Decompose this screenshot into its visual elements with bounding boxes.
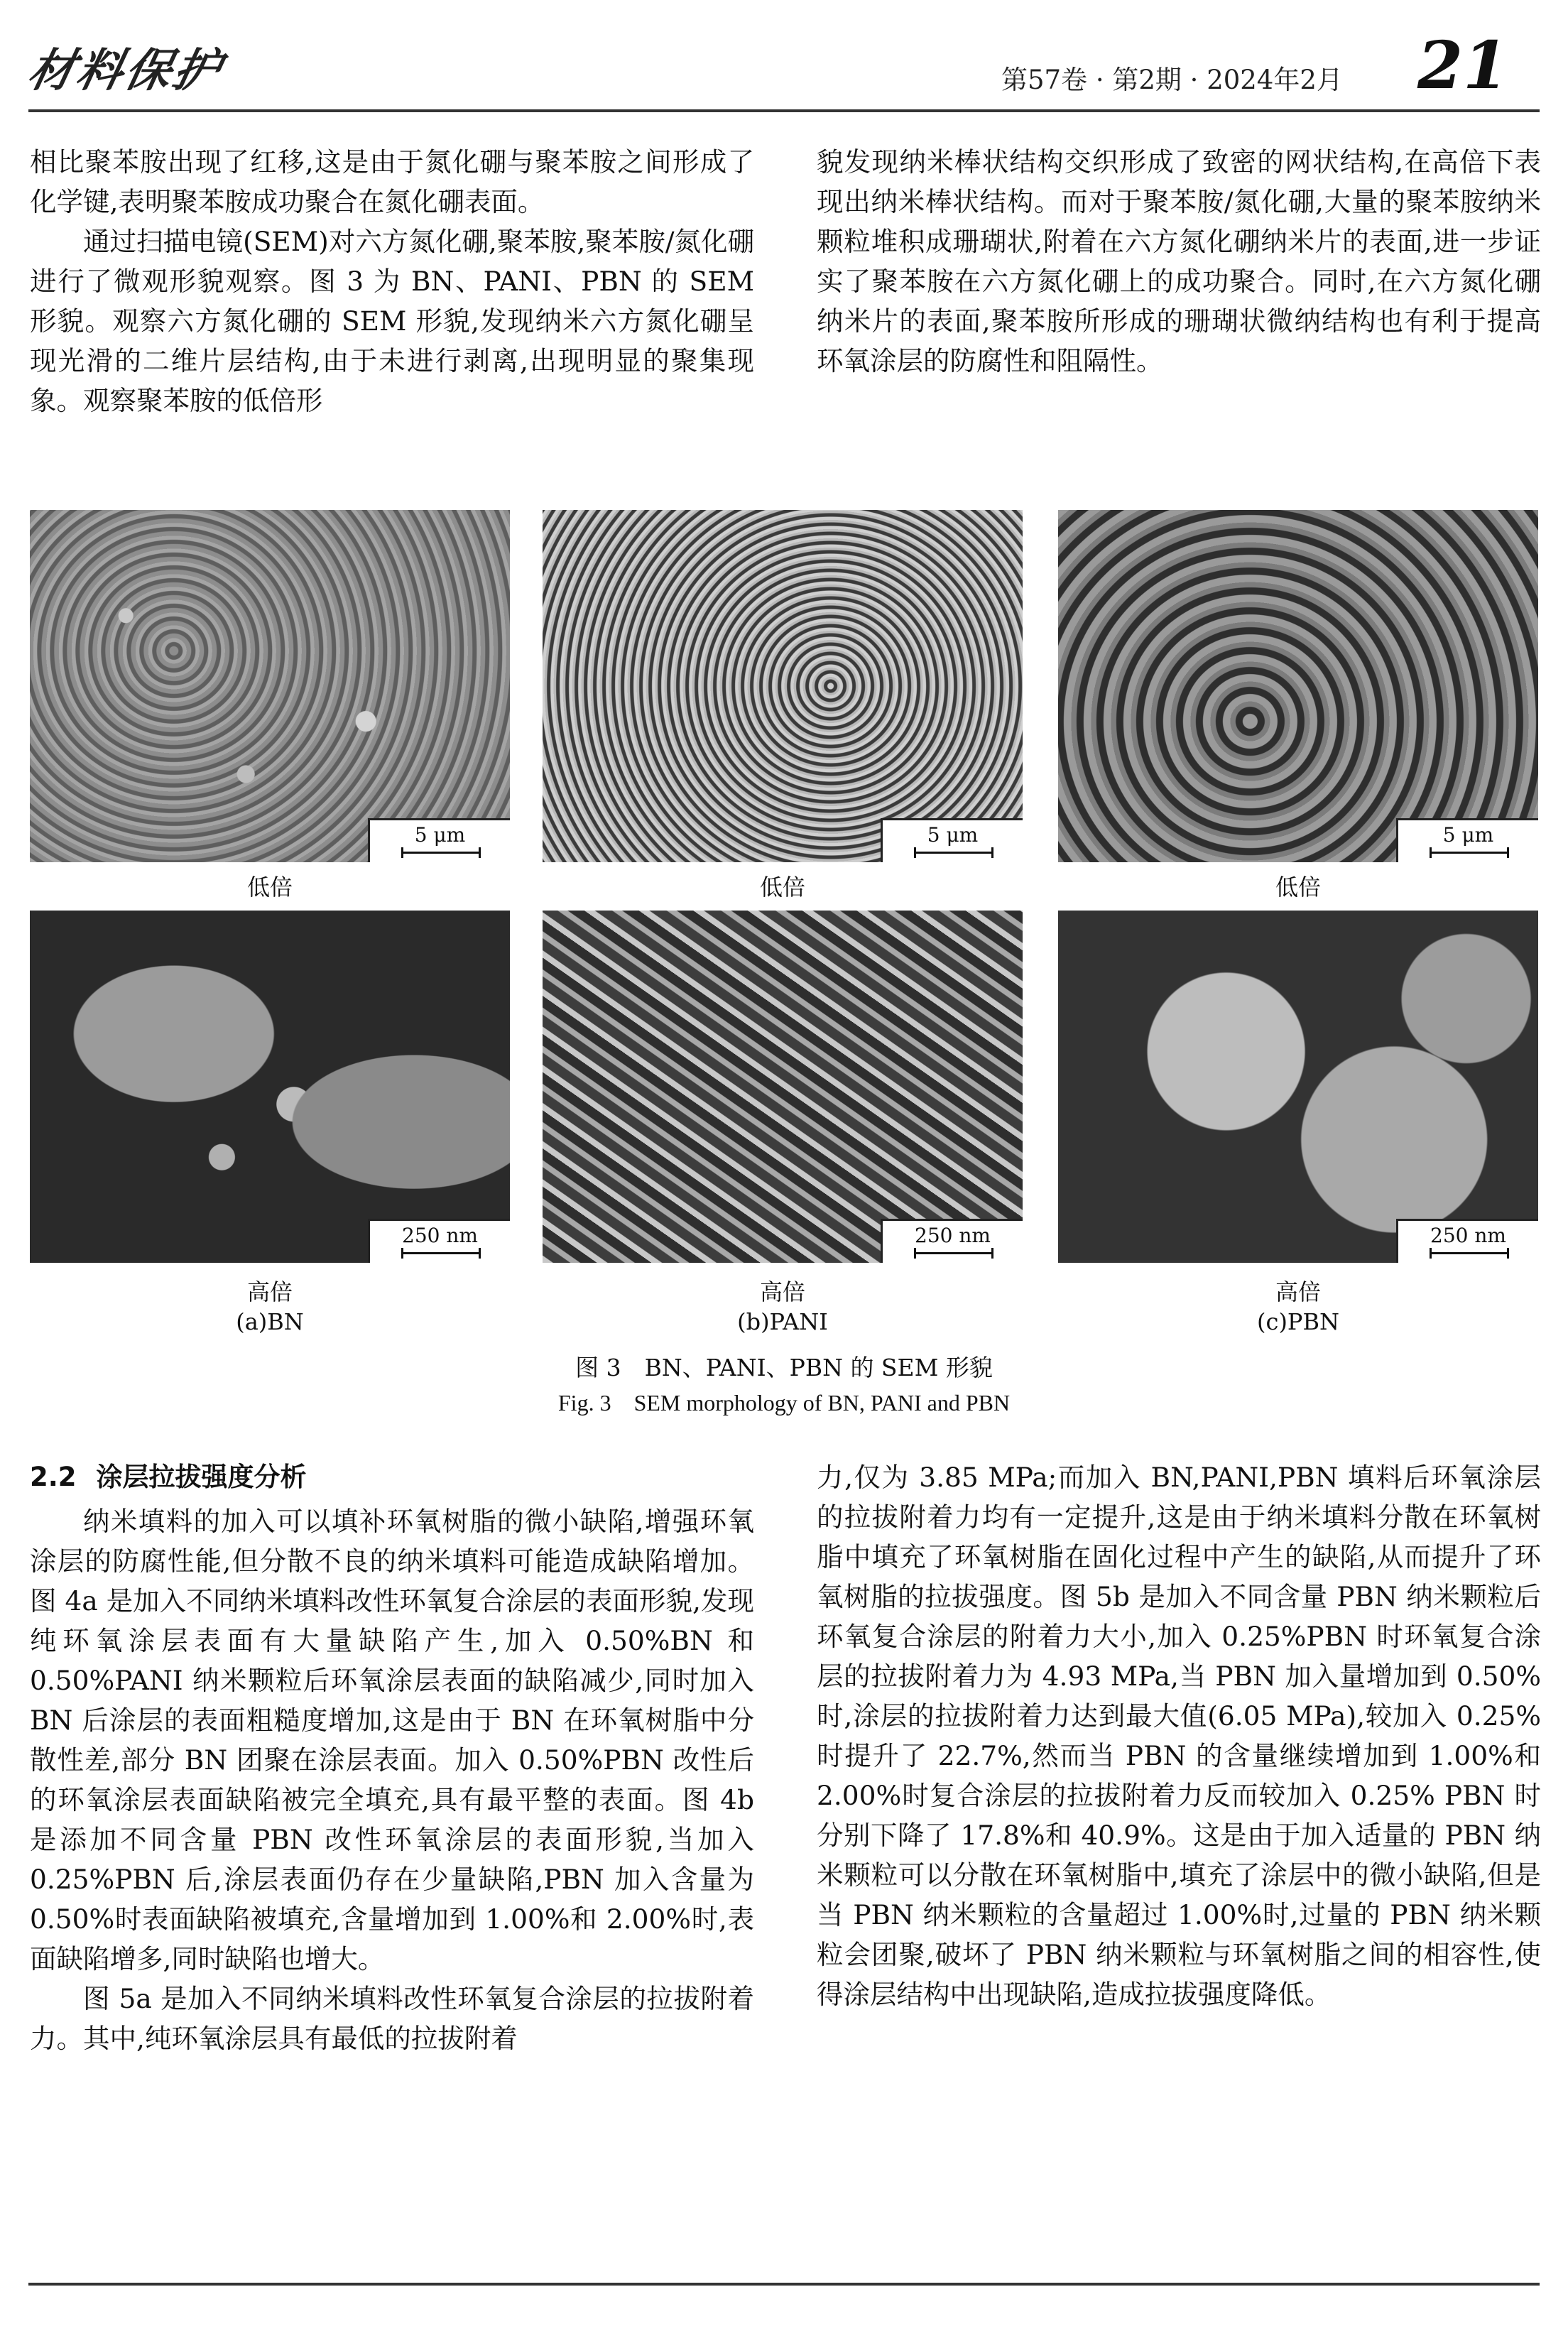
text-column-left-bottom xyxy=(30,1457,754,2058)
scale-line xyxy=(401,852,481,854)
page-number: 21 xyxy=(1417,27,1509,104)
low-mag-label: 低倍 xyxy=(1275,874,1321,901)
paragraph: 纳米填料的加入可以填补环氧树脂的微小缺陷,增强环氧涂层的防腐性能,但分散不良的纳米填料可能造成缺陷增加。图 4a 是加入不同纳米填料改性环氧复合涂层的表面形貌,发现纯环氧涂层表面有大量缺陷产生,加入 0.50%BN 和 0.50%PANI 纳米颗粒后环氧涂层表面的缺陷减少,同时加入 BN 后涂层的表面粗糙度增加,这是由于 BN 在环氧树脂中分散性差,部分 BN 团聚在涂层表面。加入 0.50%PBN 改性后的环氧涂层表面缺陷被完全填充,具有最平整的表面。图 4b 是添加不同含量 PBN 改性环氧涂层的表面形貌,当加入 0.25%PBN 后,涂层表面仍存在少量缺陷,PBN 加入含量为 0.50%时表面缺陷被填充,含量增加到 1.00%和 2.00%时,表面缺陷增多,同时缺陷也增大。 xyxy=(30,1506,754,1974)
scale-line xyxy=(914,852,993,854)
sem-image-bn-low xyxy=(30,510,510,862)
scale-label: 250 nm xyxy=(402,1224,478,1247)
sem-image-pani-low xyxy=(543,510,1023,862)
text-column-left-top xyxy=(30,142,754,420)
sem-image-pbn-low xyxy=(1058,510,1538,862)
scale-bar xyxy=(881,1219,1023,1263)
scale-label: 5 μm xyxy=(414,823,466,847)
high-mag-label: 高倍 xyxy=(759,1278,805,1305)
paragraph: 图 5a 是加入不同纳米填料改性环氧复合涂层的拉拔附着力。其中,纯环氧涂层具有最低的拉拔附着 xyxy=(30,1983,754,2054)
header-rule xyxy=(28,109,1540,112)
scale-line xyxy=(1430,1252,1509,1254)
panel-label-bn: (a)BN xyxy=(236,1308,304,1335)
panel-label-pani: (b)PANI xyxy=(737,1308,828,1335)
paragraph: 相比聚苯胺出现了红移,这是由于氮化硼与聚苯胺之间形成了化学键,表明聚苯胺成功聚合在氮化硼表面。 xyxy=(30,146,754,217)
footer-rule xyxy=(28,2283,1540,2286)
high-mag-label: 高倍 xyxy=(1275,1278,1321,1305)
issue-info: 第57卷 · 第2期 · 2024年2月 xyxy=(1001,65,1343,95)
scale-line xyxy=(914,1252,993,1254)
low-mag-label: 低倍 xyxy=(759,874,805,901)
paragraph: 力,仅为 3.85 MPa;而加入 BN,PANI,PBN 填料后环氧涂层的拉拔附着力均有一定提升,这是由于纳米填料分散在环氧树脂中填充了环氧树脂在固化过程中产生的缺陷,从而提升了环氧树脂的拉拔强度。图 5b 是加入不同含量 PBN 纳米颗粒后环氧复合涂层的附着力大小,加入 0.25%PBN 时环氧复合涂层的拉拔附着力为 4.93 MPa,当 PBN 加入量增加到 0.50%时,涂层的拉拔附着力达到最大值(6.05 MPa),较加入 0.25%时提升了 22.7%,然而当 PBN 的含量继续增加到 1.00%和 2.00%时复合涂层的拉拔附着力反而较加入 0.25% PBN 时分别下降了 17.8%和 40.9%。这是由于加入适量的 PBN 纳米颗粒可以分散在环氧树脂中,填充了涂层中的微小缺陷,但是当 PBN 纳米颗粒的含量超过 1.00%时,过量的 PBN 纳米颗粒会团聚,破坏了 PBN 纳米颗粒与环氧树脂之间的相容性,使得涂层结构中出现缺陷,造成拉拔强度降低。 xyxy=(817,1462,1541,2010)
text-column-right-top xyxy=(817,142,1541,381)
sem-image-pbn-high xyxy=(1058,911,1538,1263)
section-number: 2.2 xyxy=(30,1462,77,1492)
scale-line xyxy=(401,1252,481,1254)
section-heading xyxy=(30,1457,754,1497)
scale-label: 5 μm xyxy=(1442,823,1494,847)
sem-image-pani-high xyxy=(543,911,1023,1263)
paragraph: 貌发现纳米棒状结构交织形成了致密的网状结构,在高倍下表现出纳米棒状结构。而对于聚苯胺/氮化硼,大量的聚苯胺纳米颗粒堆积成珊瑚状,附着在六方氮化硼纳米片的表面,进一步证实了聚苯胺在六方氮化硼上的成功聚合。同时,在六方氮化硼纳米片的表面,聚苯胺所形成的珊瑚状微纳结构也有利于提高环氧涂层的防腐性和阻隔性。 xyxy=(817,146,1541,376)
scale-label: 250 nm xyxy=(915,1224,991,1247)
scale-label: 5 μm xyxy=(927,823,979,847)
figure-caption-zh: 图 3 BN、PANI、PBN 的 SEM 形貌 xyxy=(575,1354,993,1381)
high-mag-label: 高倍 xyxy=(246,1278,293,1305)
scale-bar xyxy=(368,1219,510,1263)
scale-label: 250 nm xyxy=(1430,1224,1506,1247)
journal-logo: 材料保护 xyxy=(23,44,228,97)
sem-image-bn-high xyxy=(30,911,510,1263)
scale-bar xyxy=(881,818,1023,862)
scale-bar xyxy=(1396,1219,1538,1263)
scale-bar xyxy=(368,818,510,862)
paragraph: 通过扫描电镜(SEM)对六方氮化硼,聚苯胺,聚苯胺/氮化硼进行了微观形貌观察。图 3 为 BN、PANI、PBN 的 SEM 形貌。观察六方氮化硼的 SEM 形貌,发现纳米六方氮化硼呈现光滑的二维片层结构,由于未进行剥离,出现明显的聚集现象。观察聚苯胺的低倍形 xyxy=(30,226,754,416)
text-column-right-bottom xyxy=(817,1457,1541,2014)
section-title: 涂层拉拔强度分析 xyxy=(96,1462,307,1492)
figure-caption-en: Fig. 3 SEM morphology of BN, PANI and PBN xyxy=(557,1390,1011,1416)
panel-label-pbn: (c)PBN xyxy=(1257,1308,1339,1335)
low-mag-label: 低倍 xyxy=(246,874,293,901)
scale-line xyxy=(1430,852,1509,854)
scale-bar xyxy=(1396,818,1538,862)
